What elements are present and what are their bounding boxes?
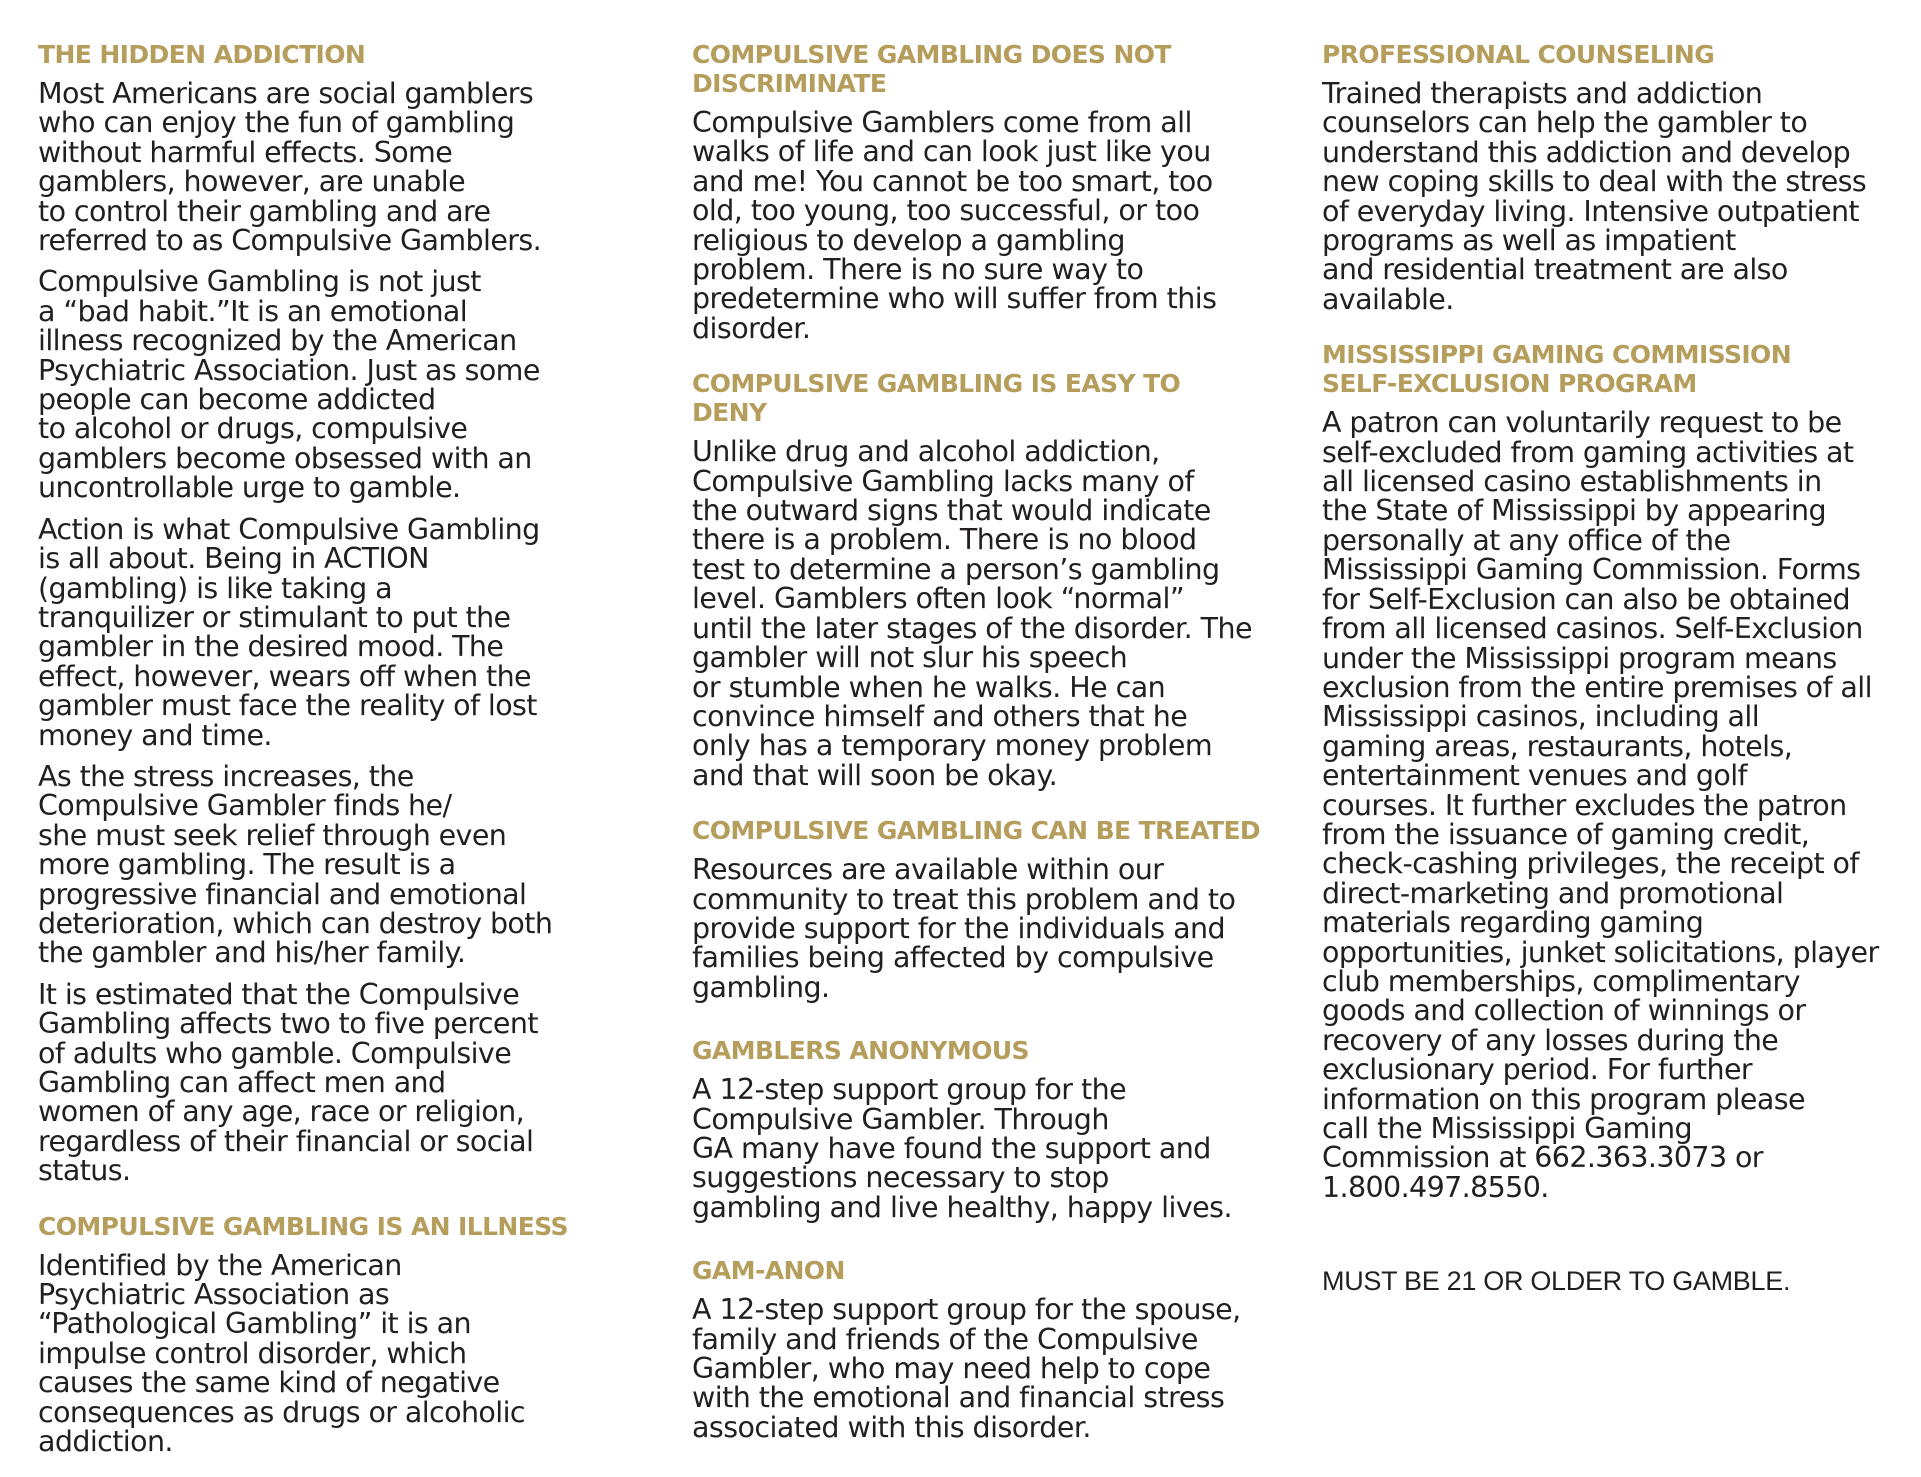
paragraph-easy-to-deny: Unlike drug and alcohol addiction, Compulsive Gambling lacks many of the outward signs that would indicate there is a problem. There is no blood test to determine a person’s gambling level. Gamblers often look “normal” until the later stages of the disorder. The gambler will not slur his speech or stumble when he walks. He can convince himself and others that he only has a temporary money problem and that will soon be okay.	[692, 435, 1252, 792]
heading-hidden-addiction: THE HIDDEN ADDICTION	[38, 40, 366, 69]
section-discriminate	[692, 40, 1272, 343]
paragraph-treated: Resources are available within our community to treat this problem and to provide support for the individuals and families being affected by compulsive gambling.	[692, 853, 1236, 1004]
paragraph-counseling: Trained therapists and addiction counselors can help the gambler to understand this addiction and develop new coping skills to deal with the stress of everyday living. Intensive outpatient programs as well as impatient and residential treatment are also available.	[1322, 77, 1867, 316]
heading-self-exclusion: MISSISSIPPI GAMING COMMISSION SELF-EXCLUSION PROGRAM	[1322, 340, 1792, 399]
section-easy-to-deny	[692, 369, 1272, 790]
section-illness	[38, 1212, 598, 1457]
paragraph-action: Action is what Compulsive Gambling is all about. Being in ACTION (gambling) is like taking a tranquilizer or stimulant to put the gambler in the desired mood. The effect, however, wears off when the gambler must face the reality of lost money and time.	[38, 512, 540, 752]
heading-discriminate: COMPULSIVE GAMBLING DOES NOT DISCRIMINATE	[692, 40, 1171, 98]
paragraph-stress-increases: As the stress increases, the Compulsive Gambler finds he/ she must seek relief through even more gambling. The result is a progressive financial and emotional deterioration, which can destroy both the gambler and his/her family.	[38, 759, 553, 970]
heading-gamblers-anonymous: GAMBLERS ANONYMOUS	[692, 1036, 1029, 1066]
paragraph-social-gamblers: Most Americans are social gamblers who can enjoy the fun of gambling without harmful effects. Some gamblers, however, are unable to control their gambling and are referred to as Compulsive Gamblers.	[38, 77, 542, 258]
column-right	[1322, 40, 1902, 1296]
paragraph-gamblers-anonymous: A 12-step support group for the Compulsive Gambler. Through GA many have found the support and suggestions necessary to stop gambling and live healthy, happy lives.	[692, 1073, 1232, 1224]
paragraph-illness: Identified by the American Psychiatric Association as “Pathological Gambling” it is an impulse control disorder, which causes the same kind of negative consequences as drugs or alcoholic addiction.	[38, 1248, 525, 1459]
heading-gam-anon: GAM-ANON	[692, 1256, 845, 1286]
heading-treated: COMPULSIVE GAMBLING CAN BE TREATED	[692, 816, 1261, 846]
heading-easy-to-deny: COMPULSIVE GAMBLING IS EASY TO DENY	[692, 369, 1181, 428]
section-gamblers-anonymous	[692, 1036, 1272, 1222]
paragraph-estimated-percent: It is estimated that the Compulsive Gambling affects two to five percent of adults who gamble. Compulsive Gambling can affect men and women of any age, race or religion, regardless of their financial or social status.	[38, 977, 538, 1188]
heading-illness: COMPULSIVE GAMBLING IS AN ILLNESS	[38, 1211, 568, 1241]
section-gam-anon	[692, 1256, 1272, 1442]
section-self-exclusion	[1322, 340, 1902, 1202]
section-counseling	[1322, 40, 1902, 314]
column-middle	[692, 40, 1272, 1454]
paragraph-discriminate: Compulsive Gamblers come from all walks of life and can look just like you and me! You cannot be too smart, too old, too young, too successful, or too religious to develop a gambling problem. There is no sure way to predetermine who will suffer from this disorder.	[692, 106, 1217, 345]
paragraph-self-exclusion: A patron can voluntarily request to be self-excluded from gaming activities at all licensed casino establishments in the State of Mississippi by appearing personally at any office of the Mississippi Gaming Commission. Forms for Self-Exclusion can also be obtained from all licensed casinos. Self-Exclusion under the Mississippi program means exclusion from the entire premises of all Mississippi casinos, including all gaming areas, restaurants, hotels, entertainment venues and golf courses. It further excludes the patron from the issuance of gaming credit, check-cashing privileges, the receipt of direct-marketing and promotional materials regarding gaming opportunities, junket solicitations, player club memberships, complimentary goods and collection of winnings or recovery of any losses during the exclusionary period. For further information on this program please call the Mississippi Gaming Commission at 662.363.3073 or 1.800.497.8550.	[1322, 406, 1879, 1204]
section-hidden-addiction	[38, 40, 598, 1186]
paragraph-gam-anon: A 12-step support group for the spouse, family and friends of the Compulsive Gambler, who may need help to cope with the emotional and financial stress associated with this disorder.	[692, 1293, 1241, 1444]
heading-counseling: PROFESSIONAL COUNSELING	[1322, 40, 1715, 69]
age-notice: MUST BE 21 OR OLDER TO GAMBLE.	[1322, 1266, 1791, 1297]
section-treated	[692, 816, 1272, 1002]
paragraph-not-bad-habit: Compulsive Gambling is not just a “bad habit.”It is an emotional illness recognized by the American Psychiatric Association. Just as some people can become addicted to alcohol or drugs, compulsive gamblers become obsessed with an uncontrollable urge to gamble.	[38, 265, 540, 505]
column-left	[38, 40, 598, 1468]
